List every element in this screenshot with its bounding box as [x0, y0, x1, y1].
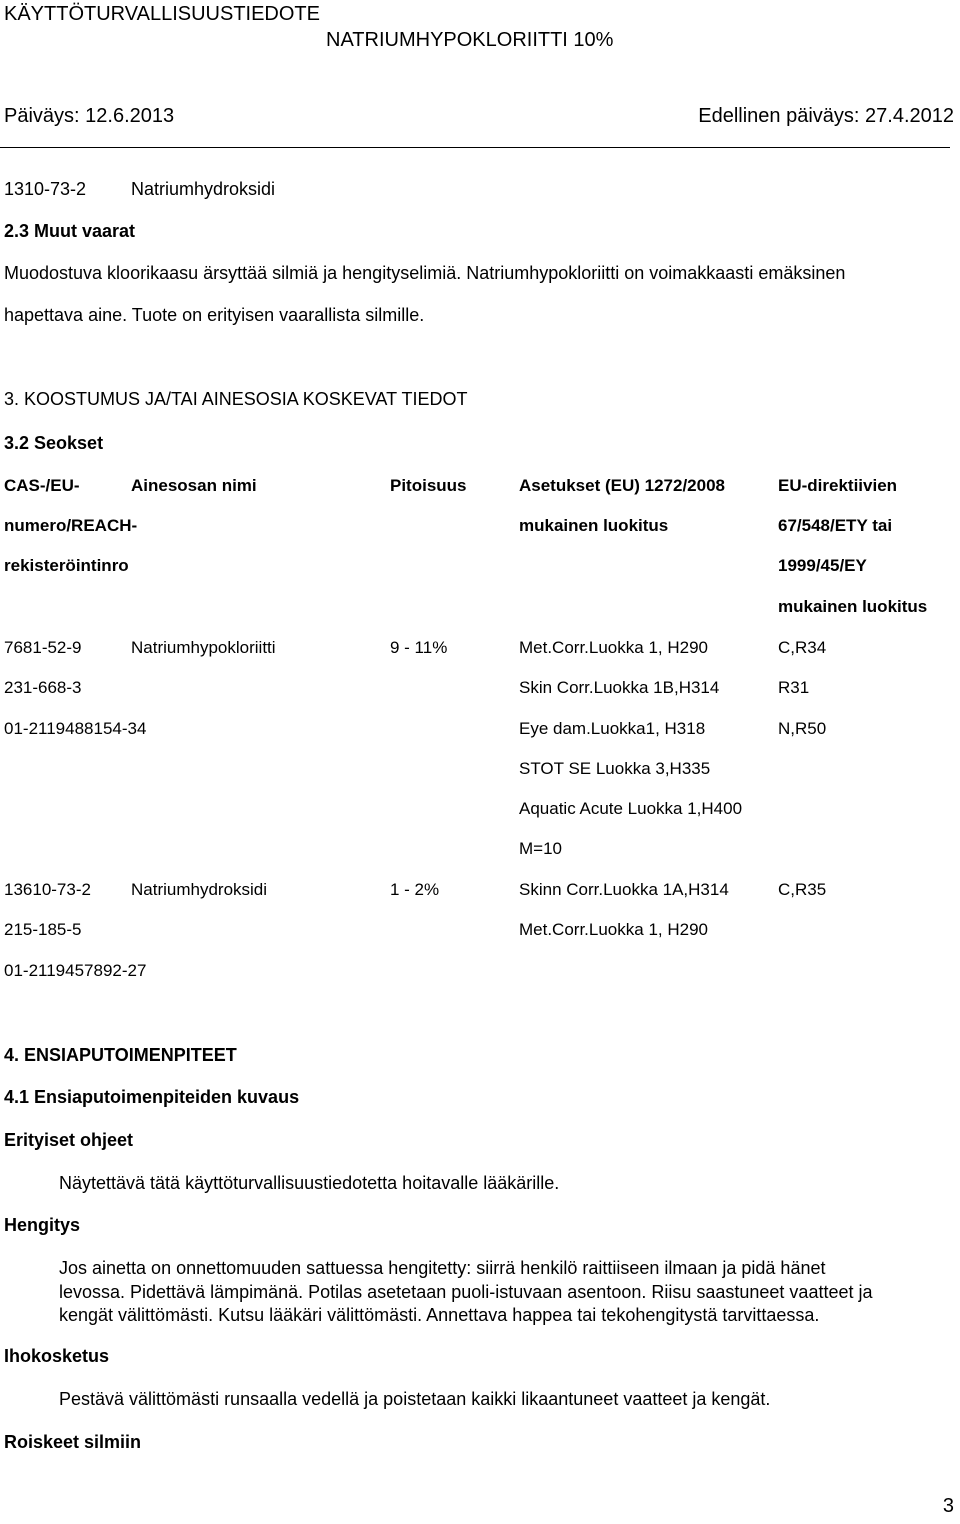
inhalation-text-line: kengät välittömästi. Kutsu lääkäri välittömästi. Annettava happea tai tekohengitystä tarvittaessa.	[59, 1305, 820, 1325]
product-name: NATRIUMHYPOKLORIITTI 10%	[326, 29, 614, 51]
section-2-3-text-line2: hapettava aine. Tuote on erityisen vaarallista silmille.	[4, 305, 425, 325]
inhalation-text-line: Jos ainetta on onnettomuuden sattuessa hengitetty: siirrä henkilö raittiiseen ilmaan ja pidä hänet	[59, 1258, 826, 1278]
col-header-cas: rekisteröintinro	[4, 556, 129, 575]
row1-clp: Aquatic Acute Luokka 1,H400	[519, 799, 743, 818]
row1-id: 01-2119488154-34	[4, 719, 147, 738]
section-3-2-heading: 3.2 Seokset	[4, 433, 104, 453]
row2-id: 215-185-5	[4, 920, 82, 939]
row1-name: Natriumhypokloriitti	[131, 638, 276, 657]
row2-clp: Skinn Corr.Luokka 1A,H314	[519, 880, 729, 899]
inhalation-label: Hengitys	[4, 1215, 81, 1235]
general-label: Erityiset ohjeet	[4, 1130, 134, 1150]
row2-name: Natriumhydroksidi	[131, 880, 268, 899]
row1-clp: Eye dam.Luokka1, H318	[519, 719, 706, 738]
inhalation-text-line: levossa. Pidettävä lämpimänä. Potilas asetetaan puoli-istuvaan asentoon. Riisu saastuneet vaatteet ja	[59, 1282, 873, 1302]
row2-id: 13610-73-2	[4, 880, 91, 899]
row2-id: 01-2119457892-27	[4, 961, 147, 980]
header-divider	[0, 147, 950, 148]
col-header-cas: CAS-/EU-	[4, 476, 80, 495]
col-header-concentration: Pitoisuus	[390, 476, 467, 495]
top-row-name: Natriumhydroksidi	[131, 179, 276, 199]
row1-id: 7681-52-9	[4, 638, 82, 657]
row1-concentration: 9 - 11%	[390, 638, 448, 657]
row1-dsd: R31	[778, 678, 810, 697]
row1-dsd: N,R50	[778, 719, 827, 738]
top-row-cas: 1310-73-2	[4, 179, 87, 199]
row1-id: 231-668-3	[4, 678, 82, 697]
col-header-dsd: EU-direktiivien	[778, 476, 898, 495]
page-number: 3	[942, 1495, 954, 1517]
section-4-heading: 4. ENSIAPUTOIMENPITEET	[4, 1045, 237, 1065]
section-3-heading: 3. KOOSTUMUS JA/TAI AINESOSIA KOSKEVAT TIEDOT	[4, 389, 468, 409]
col-header-dsd: 1999/45/EY	[778, 556, 867, 575]
col-header-cas: numero/REACH-	[4, 516, 138, 535]
skin-text: Pestävä välittömästi runsaalla vedellä ja poistetaan kaikki likaantuneet vaatteet ja kengät.	[59, 1389, 771, 1409]
row1-clp: Skin Corr.Luokka 1B,H314	[519, 678, 720, 697]
col-header-clp: mukainen luokitus	[519, 516, 669, 535]
row1-clp: STOT SE Luokka 3,H335	[519, 759, 711, 778]
row2-clp: Met.Corr.Luokka 1, H290	[519, 920, 708, 939]
section-4-1-heading: 4.1 Ensiaputoimenpiteiden kuvaus	[4, 1087, 300, 1107]
row1-dsd: C,R34	[778, 638, 827, 657]
skin-label: Ihokosketus	[4, 1346, 110, 1366]
col-header-clp: Asetukset (EU) 1272/2008	[519, 476, 726, 495]
row1-clp: Met.Corr.Luokka 1, H290	[519, 638, 708, 657]
row1-clp: M=10	[519, 839, 562, 858]
issue-date: Päiväys: 12.6.2013	[4, 105, 175, 127]
section-2-3-text-line1: Muodostuva kloorikaasu ärsyttää silmiä ja hengityselimiä. Natriumhypokloriitti on voimakkaasti emäksinen	[4, 263, 846, 283]
previous-date: Edellinen päiväys: 27.4.2012	[698, 105, 954, 127]
col-header-dsd: 67/548/ETY tai	[778, 516, 893, 535]
document-title: KÄYTTÖTURVALLISUUSTIEDOTE	[4, 3, 320, 25]
general-text: Näytettävä tätä käyttöturvallisuustiedotetta hoitavalle lääkärille.	[59, 1173, 560, 1193]
eyes-label: Roiskeet silmiin	[4, 1432, 142, 1452]
col-header-dsd: mukainen luokitus	[778, 597, 928, 616]
row2-dsd: C,R35	[778, 880, 827, 899]
row2-concentration: 1 - 2%	[390, 880, 440, 899]
section-2-3-heading: 2.3 Muut vaarat	[4, 221, 136, 241]
col-header-name: Ainesosan nimi	[131, 476, 257, 495]
